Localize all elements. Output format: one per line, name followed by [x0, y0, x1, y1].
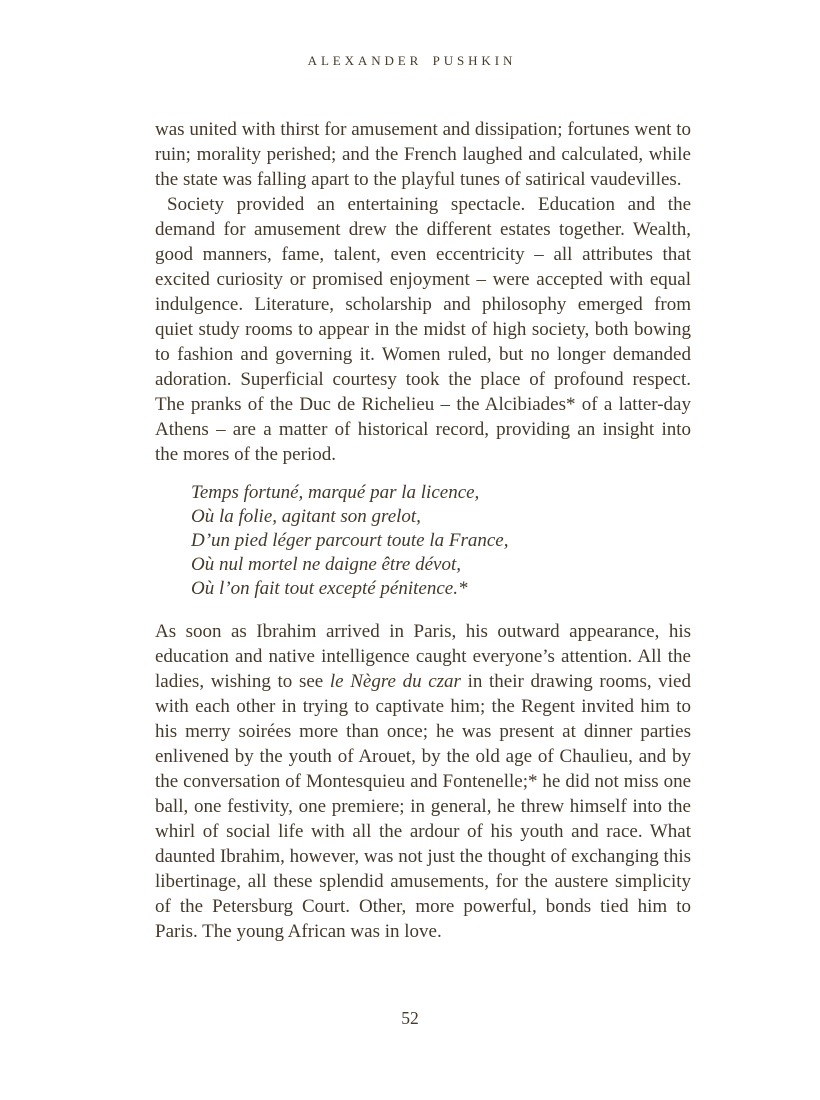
verse-line: Où l’on fait tout excepté pénitence.*	[191, 578, 468, 599]
paragraph-1: was united with thirst for amusement and dissipation; fortunes went to ruin; morality perished; and the French laughed and calculated, while the state was falling apart to the playful tunes of satirical vaudevilles.	[155, 119, 691, 190]
verse-line: Où nul mortel ne daigne être dévot,	[191, 554, 461, 575]
paragraph-3-segment: in their drawing rooms, vied with each other in trying to captivate him; the Regent invited him to his merry soirées more than once; he was present at dinner parties enlivened by the youth of Arouet, by the old age of Chaulieu, and by the conversation of Montesquieu and Fontenelle;* he did not miss one ball, one festivity, one premiere; in general, he threw himself into the whirl of social life with all the ardour of his youth and race. What daunted Ibrahim, however, was not just the thought of exchanging this libertinage, all these splendid amusements, for the austere simplicity of the Petersburg Court. Other, more powerful, bonds tied him to Paris. The young African was in love.	[155, 671, 691, 942]
running-head: ALEXANDER PUSHKIN	[307, 53, 517, 68]
verse-line: D’un pied léger parcourt toute la France,	[191, 530, 509, 551]
verse-quotation	[191, 481, 691, 601]
verse-line: Où la folie, agitant son grelot,	[191, 506, 421, 527]
verse-line: Temps fortuné, marqué par la licence,	[191, 482, 480, 503]
page-number: 52	[401, 1008, 419, 1028]
paragraph-2: Society provided an entertaining spectacle. Education and the demand for amusement drew the different estates together. Wealth, good manners, fame, talent, even eccentricity – all attributes that excited curiosity or promised enjoyment – were accepted with equal indulgence. Literature, scholarship and philosophy emerged from quiet study rooms to appear in the midst of high society, both bowing to fashion and governing it. Women ruled, but no longer demanded adoration. Superficial courtesy took the place of profound respect. The pranks of the Duc de Richelieu – the Alcibiades* of a latter-day Athens – are a matter of historical record, providing an insight into the mores of the period.	[155, 194, 691, 465]
paragraph-3	[155, 619, 691, 944]
paragraph-3-segment: As soon as Ibrahim arrived in Paris, his outward appearance, his education and native intelligence caught everyone’s attention. All the ladies, wishing to see	[155, 621, 691, 692]
paragraph-3-italic-phrase: le Nègre du czar	[329, 671, 461, 692]
text-block	[155, 117, 691, 944]
